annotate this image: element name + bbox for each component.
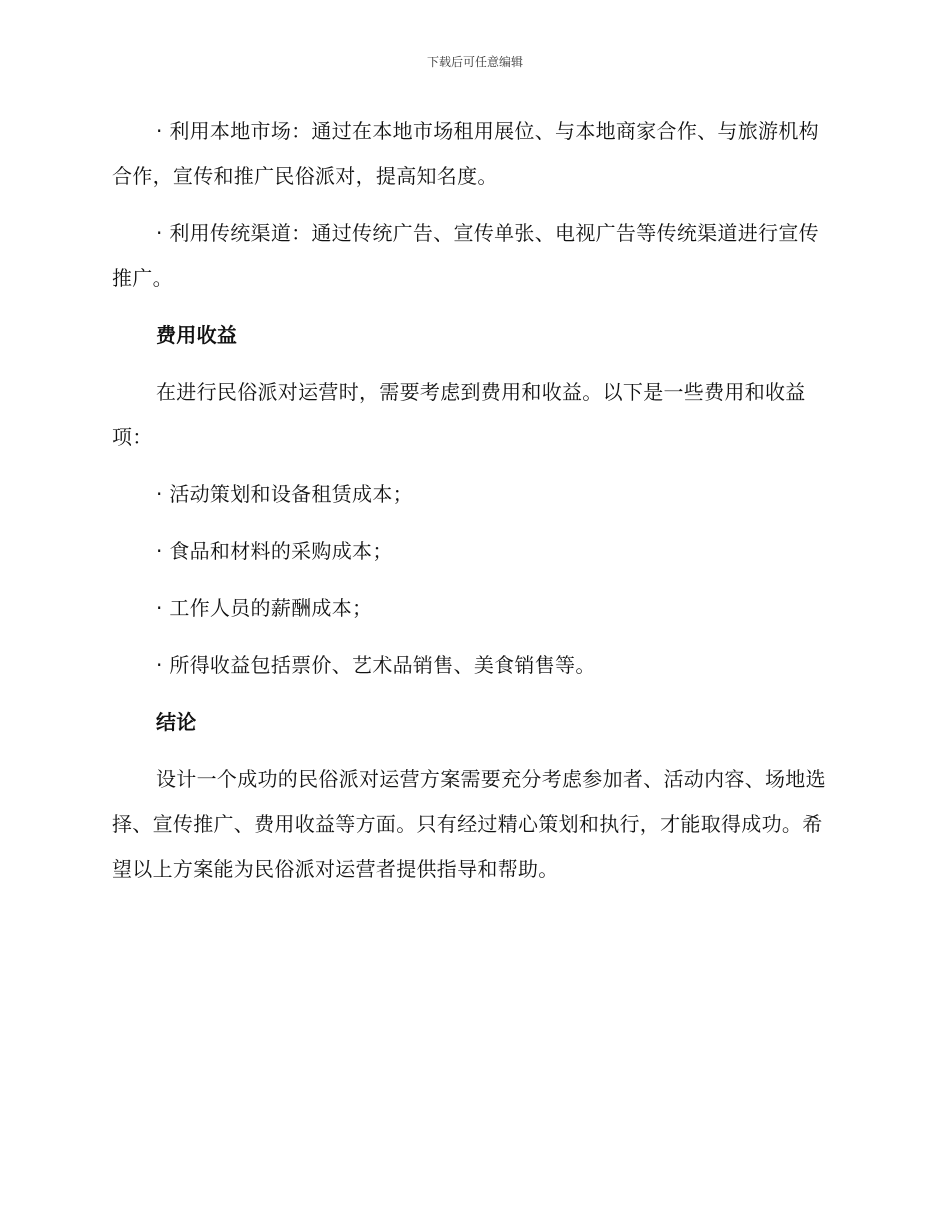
section-heading-conclusion: 结论 — [156, 710, 197, 734]
list-item: · 活动策划和设备租赁成本； — [156, 482, 413, 506]
page-header-note: 下载后可任意编辑 — [426, 55, 523, 69]
document-body — [112, 109, 832, 904]
paragraph-cost-intro: 在进行民俗派对运营时，需要考虑到费用和收益。以下是一些费用和收益项： — [112, 380, 806, 449]
list-item: · 工作人员的薪酬成本； — [156, 596, 373, 620]
list-item: · 食品和材料的采购成本； — [156, 539, 393, 563]
paragraph-local-market: · 利用本地市场：通过在本地市场租用展位、与本地商家合作、与旅游机构合作，宣传和推广民俗派对，提高知名度。 — [112, 119, 819, 188]
section-heading-cost-revenue: 费用收益 — [156, 323, 238, 347]
paragraph-traditional-channels: · 利用传统渠道：通过传统广告、宣传单张、电视广告等传统渠道进行宣传推广。 — [112, 221, 819, 290]
list-item: · 所得收益包括票价、艺术品销售、美食销售等。 — [156, 653, 596, 677]
paragraph-conclusion: 设计一个成功的民俗派对运营方案需要充分考虑参加者、活动内容、场地选择、宣传推广、费用收益等方面。只有经过精心策划和执行，才能取得成功。希望以上方案能为民俗派对运营者提供指导和帮助。 — [112, 767, 826, 881]
